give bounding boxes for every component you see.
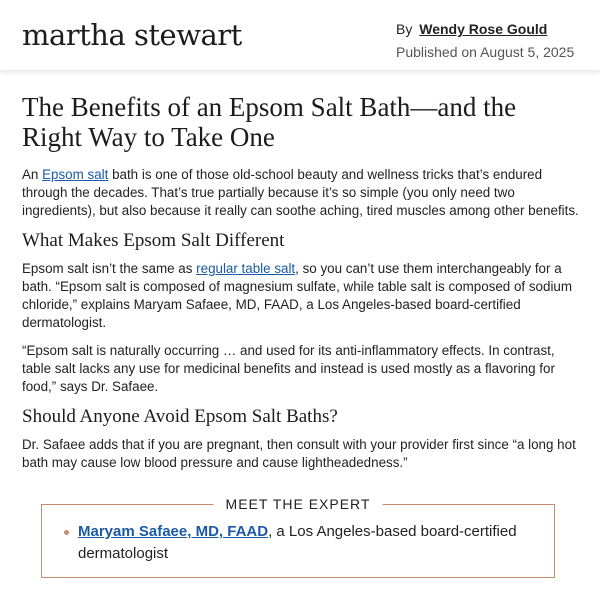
intro-text-start: An (22, 167, 43, 182)
section1-p1-end: , so you can’t use them interchangeably for a bath. “Epsom salt is composed of magnesium sulfate, while table salt is composed of sodium chloride,” explains Maryam Safaee, MD, FAAD, a Los Angeles-based board-certified dermatologist. (22, 261, 573, 330)
author-link[interactable]: Wendy Rose Gould (419, 21, 548, 37)
expert-description: , a Los Angeles-based board-certified dermatologist (78, 523, 517, 562)
meet-the-expert-box (41, 496, 555, 578)
meet-the-expert-title: MEET THE EXPERT (214, 496, 383, 512)
section-heading-epsom-salt-different: What Makes Epsom Salt Different (22, 230, 285, 251)
epsom-salt-link[interactable]: Epsom salt (42, 167, 109, 182)
site-header (0, 0, 600, 70)
section-heading-avoid-epsom-salt: Should Anyone Avoid Epsom Salt Baths? (22, 406, 338, 427)
byline (396, 21, 547, 37)
bullet-dot-icon (64, 530, 69, 535)
regular-table-salt-link[interactable]: regular table salt (196, 261, 296, 276)
byline-prefix: By (396, 21, 413, 37)
intro-text-end: bath is one of those old-school beauty and wellness tricks that’s endured through the decades. That’s true partially because it’s so simple (you only need two ingredients), but also because it really can soothe aching, tired muscles among other benefits. (22, 167, 579, 218)
section1-p1-start: Epsom salt isn’t the same as (22, 261, 197, 276)
article-title: The Benefits of an Epsom Salt Bath—and the Right Way to Take One (22, 92, 517, 152)
section1-paragraph-1 (22, 260, 582, 332)
section2-paragraph-1: Dr. Safaee adds that if you are pregnant, then consult with your provider first since “a long hot bath may cause low blood pressure and cause lightheadedness.” (22, 437, 576, 470)
publish-date: Published on August 5, 2025 (396, 44, 575, 60)
intro-paragraph (22, 166, 582, 220)
site-logo[interactable]: martha stewart (22, 18, 242, 52)
section1-paragraph-2: “Epsom salt is naturally occurring … and used for its anti-inflammatory effects. In contrast, table salt lacks any use for medicinal benefits and instead is used mostly as a flavoring for food,” says Dr. Safaee. (22, 343, 555, 394)
expert-list-item (78, 521, 518, 565)
article-body (22, 92, 582, 482)
expert-name-link[interactable]: Maryam Safaee, MD, FAAD (78, 523, 269, 540)
